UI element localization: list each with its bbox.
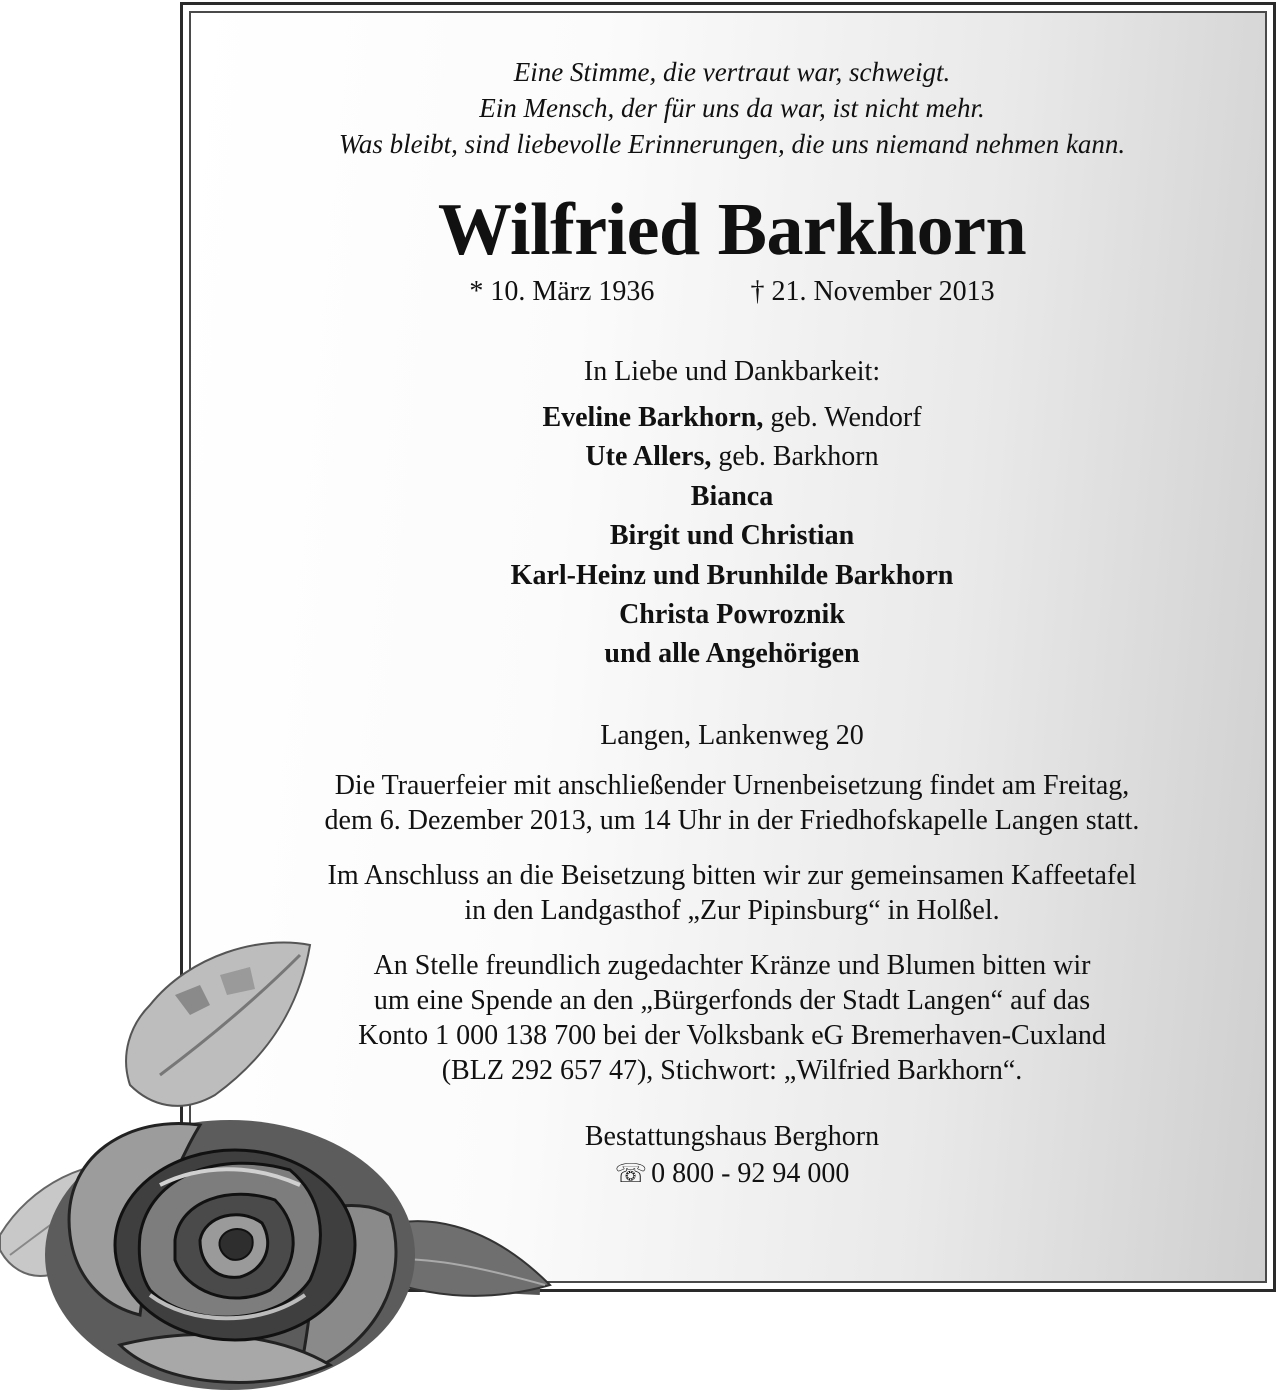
mourner-line <box>190 595 1274 634</box>
reception-info <box>190 858 1274 928</box>
mourner-name: Karl-Heinz und Brunhilde Barkhorn <box>510 559 954 591</box>
mourner-name: Bianca <box>690 480 774 512</box>
birth-date: * 10. März 1936 <box>469 276 655 307</box>
deceased-name: Wilfried Barkhorn <box>437 189 1027 271</box>
poem-line: Eine Stimme, die vertraut war, schweigt. <box>513 57 951 87</box>
phone-number: 0 800 - 92 94 000 <box>651 1157 850 1189</box>
dedication: In Liebe und Dankbarkeit: <box>583 356 881 387</box>
mourner-note: geb. Wendorf <box>763 402 922 433</box>
paragraph-line: (BLZ 292 657 47), Stichwort: „Wilfried Barkhorn“. <box>441 1054 1023 1086</box>
death-date: † 21. November 2013 <box>750 276 995 307</box>
mourner-line <box>190 398 1274 437</box>
mourner-note: geb. Barkhorn <box>711 441 879 473</box>
life-dates <box>190 272 1274 312</box>
paragraph-line: in den Landgasthof „Zur Pipinsburg“ in Holßel. <box>464 894 1000 926</box>
paragraph-line: Im Anschluss an die Beisetzung bitten wir zur gemeinsamen Kaffeetafel <box>327 859 1137 891</box>
funeral-home-name: Bestattungshaus Berghorn <box>584 1120 880 1152</box>
paragraph-line: Konto 1 000 138 700 bei der Volksbank eG Bremerhaven-Cuxland <box>358 1019 1106 1051</box>
memorial-poem <box>190 54 1274 162</box>
mourner-line <box>190 556 1274 595</box>
paragraph-line: An Stelle freundlich zugedachter Kränze und Blumen bitten wir <box>373 949 1091 981</box>
mourner-name: und alle Angehörigen <box>604 638 860 670</box>
mourner-name: Eveline Barkhorn, <box>542 402 764 433</box>
funeral-home-phone <box>615 1155 850 1192</box>
mourner-line <box>190 516 1274 555</box>
address: Langen, Lankenweg 20 <box>600 719 864 751</box>
poem-line: Ein Mensch, der für uns da war, ist nicht mehr. <box>479 93 985 123</box>
mourner-name: Christa Powroznik <box>619 599 845 631</box>
mourner-line <box>190 477 1274 516</box>
paragraph-line: dem 6. Dezember 2013, um 14 Uhr in der Friedhofskapelle Langen statt. <box>324 804 1140 836</box>
telephone-icon: ☏ <box>614 1158 648 1188</box>
paragraph-line: um eine Spende an den „Bürgerfonds der Stadt Langen“ auf das <box>373 984 1091 1016</box>
mourner-name: Birgit und Christian <box>609 520 855 552</box>
mourner-line <box>190 437 1274 476</box>
mourner-line <box>190 634 1274 673</box>
rose-illustration <box>0 935 560 1391</box>
paragraph-line: Die Trauerfeier mit anschließender Urnenbeisetzung findet am Freitag, <box>334 769 1130 801</box>
poem-line: Was bleibt, sind liebevolle Erinnerungen, die uns niemand nehmen kann. <box>338 129 1126 159</box>
mourners-list <box>190 398 1274 674</box>
mourner-name: Ute Allers, <box>585 441 712 473</box>
funeral-service-info <box>190 768 1274 838</box>
